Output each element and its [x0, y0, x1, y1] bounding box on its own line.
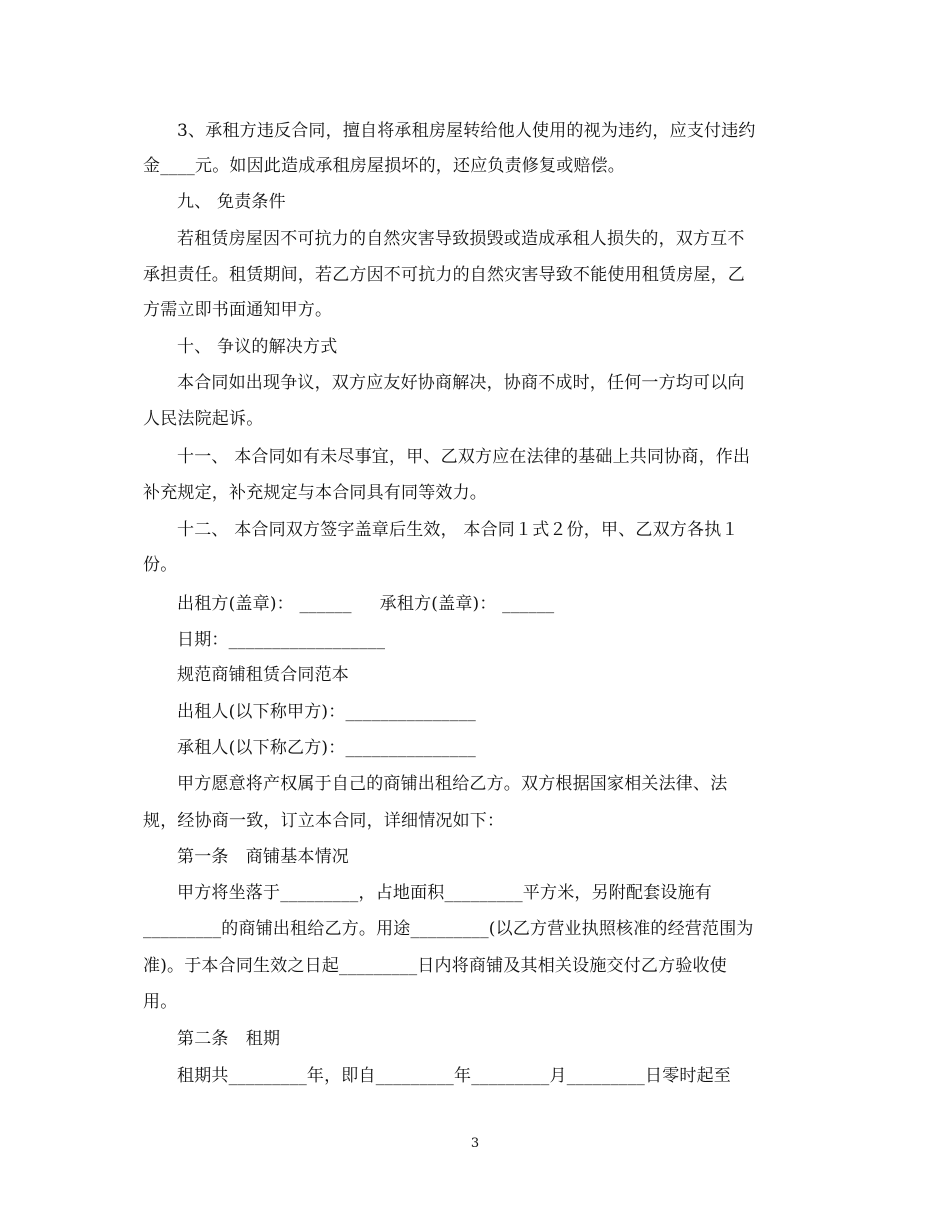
clause-12-line-1: 十二、 本合同双方签字盖章后生效， 本合同１式２份，甲、乙双方各执１ — [177, 520, 739, 540]
clause-9-line-1: 若租赁房屋因不可抗力的自然灾害导致损毁或造成承租人损失的，双方互不 — [177, 229, 745, 249]
article-1-line-2: _________的商铺出租给乙方。用途_________(以乙方营业执照核准的经营范围为 — [143, 919, 754, 939]
article-1-line-1: 甲方将坐落于_________，占地面积_________平方米，另附配套设施有 — [177, 883, 712, 903]
contract-title: 规范商铺租赁合同范本 — [177, 665, 349, 685]
article-2-heading: 第二条 租期 — [177, 1029, 281, 1049]
article-1-line-3: 准)。于本合同生效之日起_________日内将商铺及其相关设施交付乙方验收使 — [143, 956, 727, 976]
section-heading-10: 十、 争议的解决方式 — [177, 337, 338, 357]
page-number: 3 — [470, 1136, 480, 1151]
intro-line-1: 甲方愿意将产权属于自己的商铺出租给乙方。双方根据国家相关法律、法 — [177, 774, 728, 794]
article-2-line-1: 租期共_________年，即自_________年_________月_________日零时起至 — [177, 1066, 731, 1086]
section-heading-9: 九、 免责条件 — [177, 192, 286, 212]
clause-8-item-3-line-2: 金____元。如因此造成承租房屋损坏的，还应负责修复或赔偿。 — [143, 156, 625, 176]
lessee-line: 承租人(以下称乙方)：_______________ — [177, 738, 476, 758]
clause-9-line-2: 承担责任。租赁期间，若乙方因不可抗力的自然灾害导致不能使用租赁房屋，乙 — [143, 265, 745, 285]
date-line: 日期：__________________ — [177, 630, 386, 650]
clause-11-line-2: 补充规定，补充规定与本合同具有同等效力。 — [143, 483, 487, 503]
clause-10-line-2: 人民法院起诉。 — [143, 409, 264, 429]
article-1-line-4: 用。 — [143, 992, 178, 1012]
clause-12-line-2: 份。 — [143, 555, 178, 575]
clause-11-line-1: 十一、 本合同如有未尽事宜，甲、乙双方应在法律的基础上共同协商，作出 — [177, 447, 751, 467]
intro-line-2: 规，经协商一致，订立本合同，详细情况如下： — [143, 811, 505, 831]
clause-10-line-1: 本合同如出现争议，双方应友好协商解决，协商不成时，任何一方均可以向 — [177, 373, 745, 393]
article-1-heading: 第一条 商铺基本情况 — [177, 847, 349, 867]
signature-line: 出租方(盖章)： ______ 承租方(盖章)： ______ — [177, 594, 555, 614]
lessor-line: 出租人(以下称甲方)：_______________ — [177, 702, 476, 722]
clause-9-line-3: 方需立即书面通知甲方。 — [143, 300, 333, 320]
clause-8-item-3-line-1: 3、承租方违反合同，擅自将承租房屋转给他人使用的视为违约，应支付违约 — [177, 121, 756, 141]
